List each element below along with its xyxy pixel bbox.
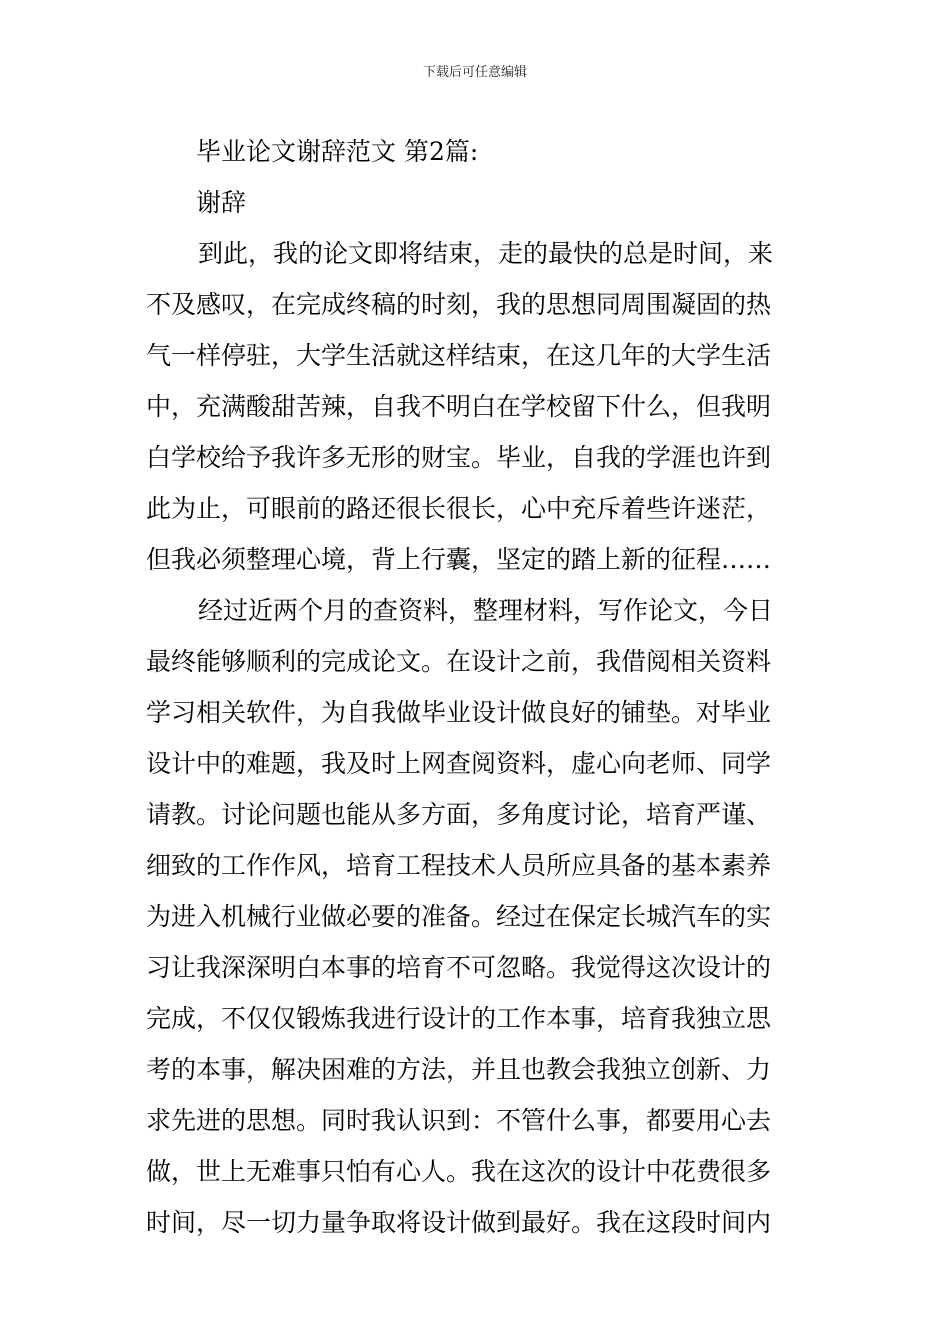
paragraph-line: 气一样停驻，大学生活就这样结束，在这几年的大学生活 <box>146 341 772 370</box>
paragraph-line: 完成，不仅仅锻炼我进行设计的工作本事，培育我独立思 <box>146 1004 772 1033</box>
paragraph-line: 为进入机械行业做必要的准备。经过在保定长城汽车的实 <box>146 902 772 931</box>
paragraph-line: 求先进的思想。同时我认识到：不管什么事，都要用心去 <box>146 1106 772 1135</box>
paragraph-line: 经过近两个月的查资料，整理材料，写作论文，今日 <box>198 596 774 625</box>
paragraph-line: 不及感叹，在完成终稿的时刻，我的思想同周围凝固的热 <box>146 290 772 319</box>
paragraph-line: 最终能够顺利的完成论文。在设计之前，我借阅相关资料 <box>146 647 772 676</box>
paragraph-line: 学习相关软件，为自我做毕业设计做良好的铺垫。对毕业 <box>146 698 772 727</box>
paragraph-line: 时间，尽一切力量争取将设计做到最好。我在这段时间内 <box>146 1208 772 1237</box>
paragraph-line: 设计中的难题，我及时上网查阅资料，虚心向老师、同学 <box>146 749 772 778</box>
paragraph-line: 习让我深深明白本事的培育不可忽略。我觉得这次设计的 <box>146 953 772 982</box>
paragraph-line: 考的本事，解决困难的方法，并且也教会我独立创新、力 <box>146 1055 772 1084</box>
paragraph-line: 但我必须整理心境，背上行囊，坚定的踏上新的征程…… <box>146 545 772 574</box>
document-body <box>146 126 806 1248</box>
section-heading: 谢辞 <box>196 188 247 217</box>
paragraph-line: 请教。讨论问题也能从多方面，多角度讨论，培育严谨、 <box>146 800 772 829</box>
paragraph-line: 白学校给予我许多无形的财宝。毕业，自我的学涯也许到 <box>146 443 772 472</box>
paragraph-line: 中，充满酸甜苦辣，自我不明白在学校留下什么，但我明 <box>146 392 772 421</box>
document-title: 毕业论文谢辞范文 第2篇: <box>196 137 479 166</box>
paragraph-line: 此为止，可眼前的路还很长很长，心中充斥着些许迷茫， <box>146 494 772 523</box>
header-note: 下载后可任意编辑 <box>422 65 527 80</box>
paragraph-line: 细致的工作作风，培育工程技术人员所应具备的基本素养 <box>146 851 772 880</box>
paragraph-line: 做，世上无难事只怕有心人。我在这次的设计中花费很多 <box>146 1157 772 1186</box>
paragraph-line: 到此，我的论文即将结束，走的最快的总是时间，来 <box>198 239 774 268</box>
